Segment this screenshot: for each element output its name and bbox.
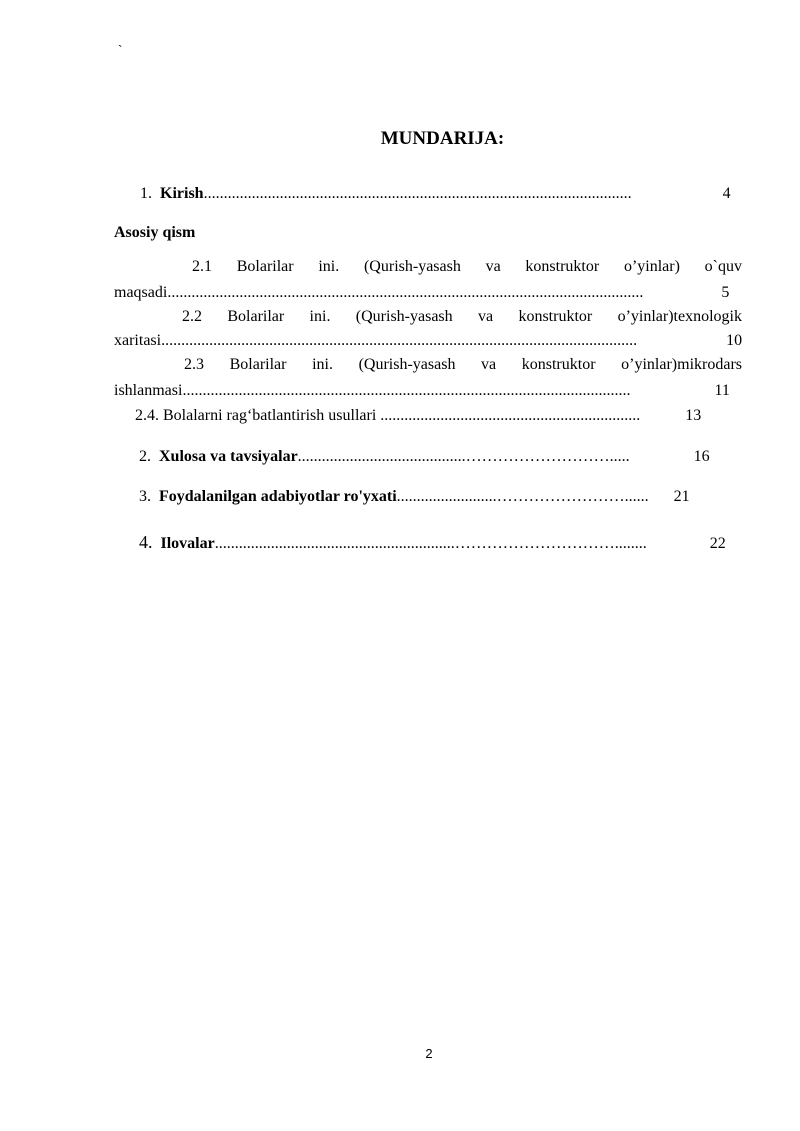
toc-entry-2-3-line2[interactable] <box>114 382 730 400</box>
toc-entry-adabiyotlar[interactable] <box>139 488 690 506</box>
toc-entry-dots: ....................................................................................................................... <box>161 332 638 349</box>
toc-entry-number: 2. <box>139 448 151 465</box>
toc-entry-dots: ................................................................. <box>380 407 641 424</box>
toc-entry-dots: ..........................................………………………..... <box>297 448 630 465</box>
toc-entry-number: 2.4. <box>135 407 159 424</box>
toc-entry-label: Kirish <box>160 185 204 202</box>
toc-entry-page: 16 <box>693 448 710 465</box>
toc-entry-2-3-line1[interactable]: 2.3 Bolarilar ini. (Qurish-yasash va konstruktor o’yinlar)mikrodars <box>184 356 742 373</box>
toc-entry-page: 5 <box>721 284 730 301</box>
toc-entry-2-2-line1[interactable]: 2.2 Bolarilar ini. (Qurish-yasash va konstruktor o’yinlar)texnologik <box>182 308 742 325</box>
toc-entry-dots: ....................................................................................................................... <box>167 284 644 301</box>
toc-entry-dots: ........................................................................................................... <box>203 185 632 202</box>
toc-entry-dots: ................................................................................................................ <box>182 382 631 399</box>
toc-entry-2-1-line1[interactable]: 2.1 Bolarilar ini. (Qurish-yasash va konstruktor o’yinlar) o`quv <box>192 258 742 275</box>
toc-entry-number: 1. <box>140 185 152 202</box>
toc-entry-page: 13 <box>685 407 702 424</box>
toc-entry-number: 3. <box>139 488 151 505</box>
toc-entry-dots: ............................................................…………………………........ <box>214 535 647 552</box>
toc-entry-label: Xulosa va tavsiyalar <box>159 448 298 465</box>
toc-entry-2-4[interactable] <box>135 407 701 425</box>
section-heading-asosiy: Asosiy qism <box>114 224 196 241</box>
toc-entry-kirish[interactable] <box>140 185 731 203</box>
toc-entry-2-2-line2[interactable] <box>114 332 742 350</box>
toc-entry-label: xaritasi <box>114 332 162 349</box>
toc-entry-ilovalar[interactable] <box>139 532 726 553</box>
toc-entry-page: 10 <box>726 332 743 349</box>
toc-entry-number: 4. <box>139 532 153 552</box>
toc-entry-page: 4 <box>722 185 731 202</box>
toc-entry-label: Ilovalar <box>160 535 215 552</box>
toc-entry-label: maqsadi <box>114 284 168 301</box>
toc-entry-page: 11 <box>714 382 730 399</box>
toc-entry-page: 22 <box>709 535 726 552</box>
toc-entry-dots: .........................……………………...... <box>396 488 649 505</box>
page-number: 2 <box>425 1046 433 1061</box>
toc-entry-2-1-line2[interactable] <box>114 284 729 302</box>
page-title: MUNDARIJA: <box>380 128 505 149</box>
toc-entry-page: 21 <box>673 488 690 505</box>
toc-entry-xulosa[interactable] <box>139 448 710 466</box>
header-mark: ` <box>118 42 123 57</box>
toc-entry-label: Bolalarni rag‘batlantirish usullari <box>159 407 381 424</box>
toc-entry-label: Foydalanilgan adabiyotlar ro'yxati <box>159 488 397 505</box>
toc-entry-label: ishlanmasi <box>114 382 183 399</box>
